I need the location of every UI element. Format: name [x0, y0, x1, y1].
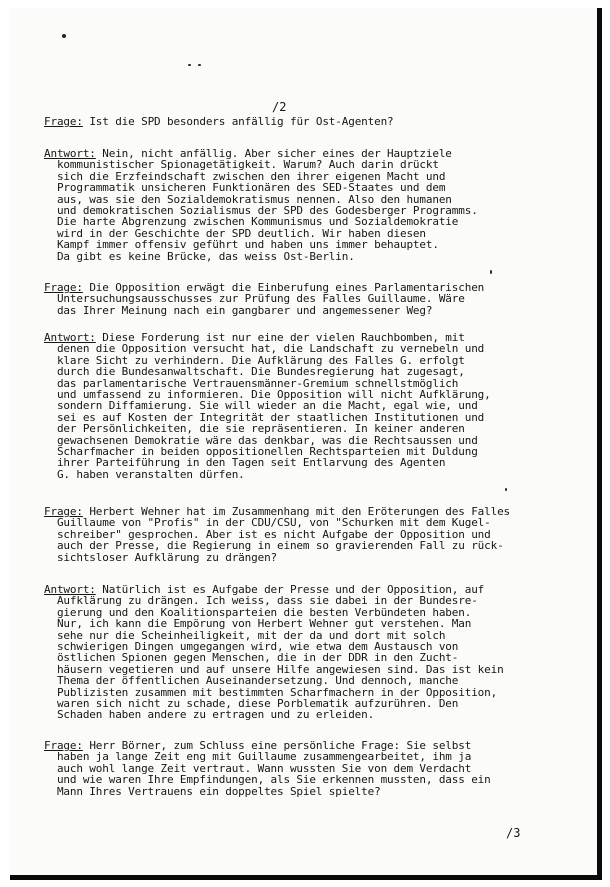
scan-speck: [198, 64, 201, 66]
line-text: klare Sicht zu verhindern. Die Aufklärung des Falles G. erfolgt: [44, 353, 465, 367]
line-text: östlichen Spionen gegen Menschen, die in der DDR in den Zucht-: [44, 651, 459, 665]
question-label: Frage:: [44, 115, 83, 128]
line-text: der Persönlichkeiten, die sie repräsentieren. In keiner anderen: [44, 422, 465, 436]
line-text: Die harte Abgrenzung zwischen Kommunismus und Sozialdemokratie: [44, 215, 459, 229]
line-text: das Ihrer Meinung nach ein gangbarer und angemessener Weg?: [44, 303, 433, 317]
line-text: Aufklärung zu drängen. Ich weiss, dass sie dabei in der Bundesre-: [44, 594, 478, 608]
line-text: Thema der öffentlichen Auseinandersetzung. Und dennoch, manche: [44, 674, 459, 688]
line-text: Mann Ihres Vertrauens ein doppeltes Spiel spielte?: [44, 784, 381, 798]
scan-speck: [505, 488, 507, 491]
line-text: sei es auf Kosten der Integrität der staatlichen Institutionen und: [44, 410, 485, 424]
line-text: Nur, ich kann die Empörung von Herbert Wehner gut verstehen. Man: [44, 617, 472, 631]
line-text: wird in der Geschichte der SPD deutlich. Wir haben diesen: [44, 226, 426, 240]
line-text: Herr Börner, zum Schluss eine persönliche Frage: Sie selbst: [82, 739, 472, 752]
line-text: Scharfmacher in beiden oppositionellen Rechtsparteien mit Duldung: [44, 445, 478, 459]
line-text: ihrer Parteiführung in den Tagen seit Entlarvung des Agenten: [44, 456, 446, 470]
line-text: das parlamentarische Vertrauensmänner-Gremium schnellstmöglich: [44, 376, 459, 390]
line-text: waren sich nicht zu schade, diese Porblematik aufzurühren. Den: [44, 697, 459, 711]
answer-block: [44, 148, 584, 262]
line-text: Publizisten zusammen mit bestimmten Scharfmachern in der Opposition,: [44, 685, 498, 699]
line-text: Guillaume von "Profis" in der CDU/CSU, von "Schurken mit dem Kugel-: [44, 516, 491, 530]
line-text: und umfassend zu informieren. Die Opposition will nicht Aufklärung,: [44, 388, 491, 402]
question-label: Frage:: [44, 739, 83, 752]
text-line: [44, 709, 584, 720]
text-line: [44, 116, 584, 127]
line-text: schreiber" gesprochen. Aber ist es nicht Aufgabe der Opposition und: [44, 527, 491, 541]
line-text: sehe nur die Scheinheiligkeit, mit der da und dort mit solch: [44, 628, 446, 642]
text-line: [44, 251, 584, 262]
line-text: Ist die SPD besonders anfällig für Ost-Agenten?: [82, 115, 394, 128]
line-text: sondern Diffamierung. Sie will wieder an die Macht, egal wie, und: [44, 399, 478, 413]
scan-speck: [490, 270, 492, 274]
line-text: gierung und den Koalitionsparteien die besten Verbündeten haben.: [44, 605, 472, 619]
line-text: Nein, nicht anfällig. Aber sicher eines der Hauptziele: [95, 147, 452, 160]
line-text: häusern vegetieren und auf unsere Hilfe angewiesen sind. Das ist kein: [44, 662, 504, 676]
text-line: [44, 552, 584, 563]
scan-speck: [62, 34, 66, 38]
line-text: kommunistischer Spionagetätigkeit. Warum? Auch darin drückt: [44, 158, 439, 172]
line-text: Programmatik unsicheren Funktionären des SED-Staates und dem: [44, 181, 446, 195]
line-text: Herbert Wehner hat im Zusammenhang mit den Eröterungen des Falles: [82, 505, 511, 518]
question-block: [44, 282, 584, 316]
line-text: Da gibt es keine Brücke, das weiss Ost-Berlin.: [44, 249, 355, 263]
answer-label: Antwort:: [44, 583, 96, 596]
line-text: durch die Bundesanwaltschaft. Die Bundesregierung hat zugesagt,: [44, 365, 465, 379]
line-text: auch wohl lange Zeit vertraut. Wann wussten Sie von dem Verdacht: [44, 761, 472, 775]
question-block: [44, 116, 584, 127]
answer-block: [44, 584, 584, 721]
line-text: Natürlich ist es Aufgabe der Presse und der Opposition, auf: [95, 583, 485, 596]
line-text: Untersuchungsausschusses zur Prüfung des Falles Guillaume. Wäre: [44, 292, 465, 306]
line-text: Die Opposition erwägt die Einberufung eines Parlamentarischen: [82, 281, 485, 294]
text-line: [44, 305, 584, 316]
line-text: sich die Erzfeindschaft zwischen den ihrer eigenen Macht und: [44, 169, 446, 183]
answer-label: Antwort:: [44, 147, 96, 160]
question-label: Frage:: [44, 505, 83, 518]
next-page-marker: /3: [506, 826, 521, 840]
line-text: gewachsenen Demokratie wäre das denkbar, was die Rechtsaussen und: [44, 433, 478, 447]
question-block: [44, 506, 584, 563]
line-text: haben ja lange Zeit eng mit Guillaume zusammengearbeitet, ihm ja: [44, 750, 472, 764]
scan-speck: [188, 64, 191, 66]
answer-label: Antwort:: [44, 331, 96, 344]
answer-block: [44, 332, 584, 480]
line-text: schwierigen Dingen umgegangen wird, wie etwa dem Austausch von: [44, 640, 459, 654]
line-text: und wie waren Ihre Empfindungen, als Sie erkennen mussten, dass ein: [44, 773, 491, 787]
text-line: [44, 786, 584, 797]
line-text: sichtsloser Aufklärung zu drängen?: [44, 550, 278, 564]
page-number: /2: [272, 100, 287, 114]
line-text: denen die Opposition versucht hat, die Landschaft zu vernebeln und: [44, 342, 485, 356]
document-page: [10, 8, 602, 880]
line-text: Schaden haben andere zu ertragen und zu erleiden.: [44, 708, 375, 722]
question-block: [44, 740, 584, 797]
line-text: Kampf immer offensiv geführt und haben uns immer behauptet.: [44, 238, 439, 252]
question-label: Frage:: [44, 281, 83, 294]
line-text: G. haben veranstalten dürfen.: [44, 467, 245, 481]
text-line: [44, 469, 584, 480]
line-text: und demokratischen Sozialismus der SPD des Godesberger Programms.: [44, 204, 478, 218]
line-text: auch der Presse, die Regierung in einem so gravierenden Fall zu rück-: [44, 539, 504, 553]
line-text: Diese Forderung ist nur eine der vielen Rauchbomben, mit: [95, 331, 465, 344]
line-text: aus, was sie den Sozialdemokratismus nennen. Also den humanen: [44, 192, 452, 206]
